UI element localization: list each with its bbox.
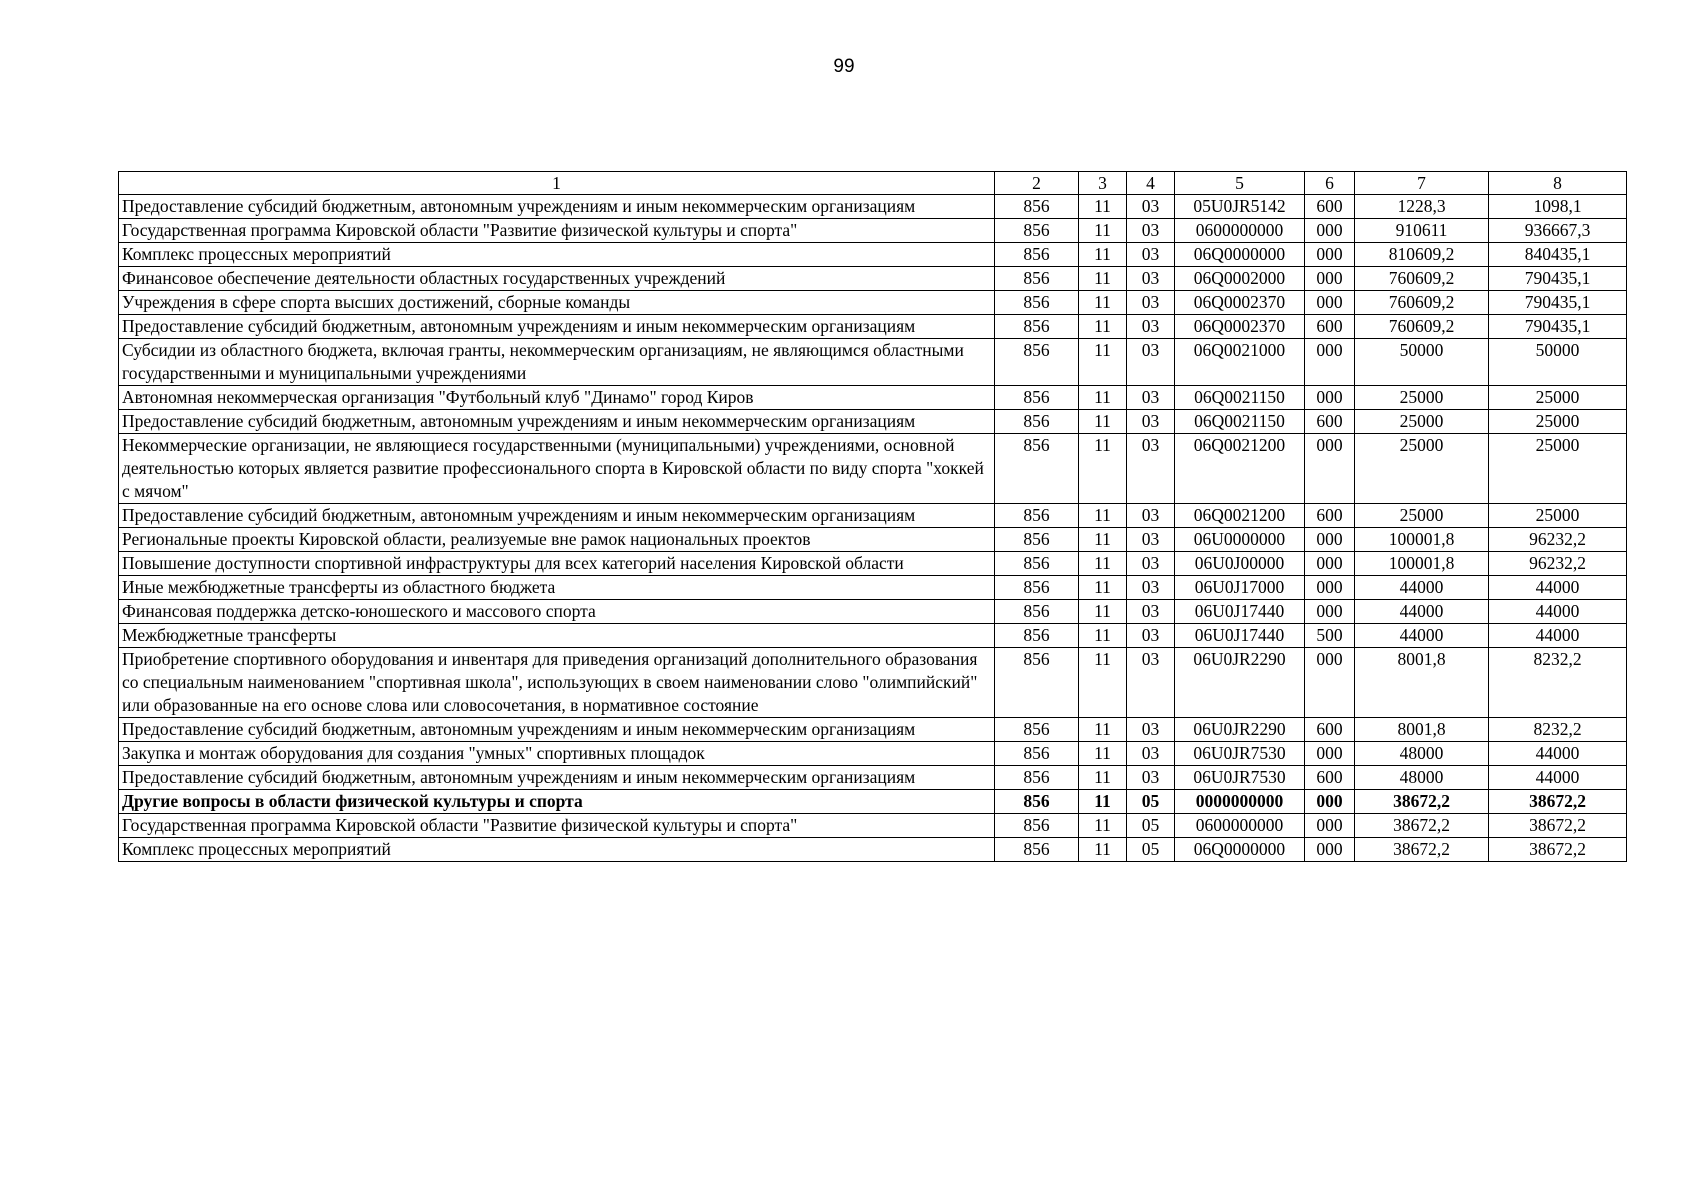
subsection-code-cell: 03 [1127, 410, 1175, 434]
amount-year1-cell: 1228,3 [1355, 195, 1489, 219]
table-row [119, 814, 1627, 838]
expense-type-cell: 000 [1305, 434, 1355, 504]
expense-type-cell: 500 [1305, 624, 1355, 648]
expense-type-cell: 600 [1305, 718, 1355, 742]
subsection-code-cell: 03 [1127, 219, 1175, 243]
table-row [119, 718, 1627, 742]
row-name-cell: Повышение доступности спортивной инфраструктуры для всех категорий населения Кировской области [119, 552, 995, 576]
header-cell: 5 [1175, 172, 1305, 195]
amount-year2-cell: 44000 [1489, 576, 1627, 600]
row-name-cell: Другие вопросы в области физической культуры и спорта [119, 790, 995, 814]
section-code-cell: 11 [1079, 600, 1127, 624]
amount-year2-cell: 38672,2 [1489, 790, 1627, 814]
subsection-code-cell: 03 [1127, 718, 1175, 742]
amount-year1-cell: 50000 [1355, 339, 1489, 386]
section-code-cell: 11 [1079, 624, 1127, 648]
table-row [119, 434, 1627, 504]
table-row [119, 504, 1627, 528]
target-article-cell: 06Q0000000 [1175, 838, 1305, 862]
target-article-cell: 06U0JR2290 [1175, 718, 1305, 742]
amount-year2-cell: 840435,1 [1489, 243, 1627, 267]
row-name-cell: Комплекс процессных мероприятий [119, 243, 995, 267]
expense-type-cell: 000 [1305, 552, 1355, 576]
amount-year2-cell: 790435,1 [1489, 315, 1627, 339]
expense-type-cell: 600 [1305, 766, 1355, 790]
page-number: 99 [833, 56, 855, 77]
expense-type-cell: 000 [1305, 339, 1355, 386]
table-row [119, 766, 1627, 790]
subsection-code-cell: 03 [1127, 742, 1175, 766]
ministry-code-cell: 856 [995, 386, 1079, 410]
expense-type-cell: 000 [1305, 648, 1355, 718]
expense-type-cell: 600 [1305, 315, 1355, 339]
ministry-code-cell: 856 [995, 195, 1079, 219]
section-code-cell: 11 [1079, 766, 1127, 790]
target-article-cell: 06U0J17440 [1175, 624, 1305, 648]
amount-year1-cell: 25000 [1355, 410, 1489, 434]
ministry-code-cell: 856 [995, 434, 1079, 504]
budget-table [118, 171, 1627, 862]
subsection-code-cell: 05 [1127, 814, 1175, 838]
target-article-cell: 06Q0021000 [1175, 339, 1305, 386]
subsection-code-cell: 03 [1127, 243, 1175, 267]
header-row [119, 172, 1627, 195]
table-row [119, 600, 1627, 624]
amount-year1-cell: 44000 [1355, 576, 1489, 600]
subsection-code-cell: 03 [1127, 267, 1175, 291]
table-row [119, 243, 1627, 267]
table-row [119, 267, 1627, 291]
row-name-cell: Иные межбюджетные трансферты из областного бюджета [119, 576, 995, 600]
ministry-code-cell: 856 [995, 219, 1079, 243]
section-code-cell: 11 [1079, 410, 1127, 434]
table-body [119, 195, 1627, 862]
amount-year1-cell: 760609,2 [1355, 315, 1489, 339]
ministry-code-cell: 856 [995, 315, 1079, 339]
header-cell: 3 [1079, 172, 1127, 195]
amount-year2-cell: 25000 [1489, 504, 1627, 528]
header-cell: 7 [1355, 172, 1489, 195]
amount-year1-cell: 48000 [1355, 742, 1489, 766]
section-code-cell: 11 [1079, 219, 1127, 243]
row-name-cell: Предоставление субсидий бюджетным, автономным учреждениям и иным некоммерческим организациям [119, 504, 995, 528]
subsection-code-cell: 03 [1127, 315, 1175, 339]
amount-year1-cell: 48000 [1355, 766, 1489, 790]
ministry-code-cell: 856 [995, 576, 1079, 600]
target-article-cell: 06U0J17440 [1175, 600, 1305, 624]
expense-type-cell: 000 [1305, 790, 1355, 814]
amount-year2-cell: 790435,1 [1489, 291, 1627, 315]
target-article-cell: 06Q0021200 [1175, 504, 1305, 528]
expense-type-cell: 000 [1305, 386, 1355, 410]
target-article-cell: 06U0JR7530 [1175, 766, 1305, 790]
ministry-code-cell: 856 [995, 838, 1079, 862]
amount-year1-cell: 760609,2 [1355, 267, 1489, 291]
section-code-cell: 11 [1079, 315, 1127, 339]
expense-type-cell: 000 [1305, 600, 1355, 624]
row-name-cell: Некоммерческие организации, не являющиеся государственными (муниципальными) учреждениями, основной деятельностью которых является развитие профессионального спорта в Кировской области по виду спорта "хоккей с мячом" [119, 434, 995, 504]
target-article-cell: 06Q0021150 [1175, 410, 1305, 434]
ministry-code-cell: 856 [995, 267, 1079, 291]
subsection-code-cell: 03 [1127, 504, 1175, 528]
ministry-code-cell: 856 [995, 648, 1079, 718]
table-row [119, 339, 1627, 386]
row-name-cell: Финансовое обеспечение деятельности областных государственных учреждений [119, 267, 995, 291]
section-code-cell: 11 [1079, 814, 1127, 838]
table-row [119, 838, 1627, 862]
ministry-code-cell: 856 [995, 243, 1079, 267]
expense-type-cell: 000 [1305, 576, 1355, 600]
expense-type-cell: 600 [1305, 195, 1355, 219]
amount-year2-cell: 38672,2 [1489, 814, 1627, 838]
amount-year1-cell: 8001,8 [1355, 718, 1489, 742]
amount-year2-cell: 8232,2 [1489, 718, 1627, 742]
table-row [119, 219, 1627, 243]
header-cell: 2 [995, 172, 1079, 195]
amount-year1-cell: 38672,2 [1355, 790, 1489, 814]
ministry-code-cell: 856 [995, 528, 1079, 552]
target-article-cell: 06Q0002370 [1175, 291, 1305, 315]
section-code-cell: 11 [1079, 291, 1127, 315]
subsection-code-cell: 03 [1127, 576, 1175, 600]
ministry-code-cell: 856 [995, 742, 1079, 766]
header-cell: 1 [119, 172, 995, 195]
amount-year2-cell: 50000 [1489, 339, 1627, 386]
header-cell: 4 [1127, 172, 1175, 195]
header-cell: 6 [1305, 172, 1355, 195]
amount-year2-cell: 25000 [1489, 386, 1627, 410]
amount-year2-cell: 44000 [1489, 766, 1627, 790]
expense-type-cell: 000 [1305, 528, 1355, 552]
amount-year2-cell: 38672,2 [1489, 838, 1627, 862]
subsection-code-cell: 03 [1127, 386, 1175, 410]
section-code-cell: 11 [1079, 576, 1127, 600]
ministry-code-cell: 856 [995, 410, 1079, 434]
ministry-code-cell: 856 [995, 339, 1079, 386]
expense-type-cell: 000 [1305, 219, 1355, 243]
expense-type-cell: 000 [1305, 267, 1355, 291]
row-name-cell: Региональные проекты Кировской области, реализуемые вне рамок национальных проектов [119, 528, 995, 552]
expense-type-cell: 600 [1305, 410, 1355, 434]
amount-year2-cell: 1098,1 [1489, 195, 1627, 219]
target-article-cell: 05U0JR5142 [1175, 195, 1305, 219]
amount-year1-cell: 25000 [1355, 504, 1489, 528]
target-article-cell: 06U0J00000 [1175, 552, 1305, 576]
expense-type-cell: 000 [1305, 838, 1355, 862]
table-row [119, 315, 1627, 339]
table-row [119, 195, 1627, 219]
row-name-cell: Предоставление субсидий бюджетным, автономным учреждениям и иным некоммерческим организациям [119, 315, 995, 339]
amount-year1-cell: 25000 [1355, 434, 1489, 504]
target-article-cell: 06Q0021150 [1175, 386, 1305, 410]
subsection-code-cell: 05 [1127, 790, 1175, 814]
table-row [119, 528, 1627, 552]
table-row [119, 552, 1627, 576]
amount-year1-cell: 910611 [1355, 219, 1489, 243]
ministry-code-cell: 856 [995, 766, 1079, 790]
section-code-cell: 11 [1079, 742, 1127, 766]
target-article-cell: 0600000000 [1175, 219, 1305, 243]
section-code-cell: 11 [1079, 243, 1127, 267]
subsection-code-cell: 03 [1127, 528, 1175, 552]
amount-year2-cell: 96232,2 [1489, 528, 1627, 552]
row-name-cell: Предоставление субсидий бюджетным, автономным учреждениям и иным некоммерческим организациям [119, 195, 995, 219]
section-code-cell: 11 [1079, 718, 1127, 742]
amount-year2-cell: 25000 [1489, 410, 1627, 434]
section-code-cell: 11 [1079, 838, 1127, 862]
amount-year2-cell: 25000 [1489, 434, 1627, 504]
section-code-cell: 11 [1079, 339, 1127, 386]
section-code-cell: 11 [1079, 267, 1127, 291]
row-name-cell: Субсидии из областного бюджета, включая гранты, некоммерческим организациям, не являющимся областными государственными и муниципальными учреждениями [119, 339, 995, 386]
section-code-cell: 11 [1079, 648, 1127, 718]
target-article-cell: 06Q0002000 [1175, 267, 1305, 291]
row-name-cell: Финансовая поддержка детско-юношеского и массового спорта [119, 600, 995, 624]
amount-year1-cell: 100001,8 [1355, 552, 1489, 576]
ministry-code-cell: 856 [995, 291, 1079, 315]
subsection-code-cell: 03 [1127, 552, 1175, 576]
amount-year2-cell: 936667,3 [1489, 219, 1627, 243]
amount-year1-cell: 38672,2 [1355, 838, 1489, 862]
amount-year1-cell: 760609,2 [1355, 291, 1489, 315]
section-code-cell: 11 [1079, 790, 1127, 814]
subsection-code-cell: 03 [1127, 766, 1175, 790]
amount-year1-cell: 44000 [1355, 600, 1489, 624]
target-article-cell: 06U0JR2290 [1175, 648, 1305, 718]
section-code-cell: 11 [1079, 528, 1127, 552]
section-code-cell: 11 [1079, 195, 1127, 219]
table-row [119, 624, 1627, 648]
table-row [119, 410, 1627, 434]
amount-year1-cell: 8001,8 [1355, 648, 1489, 718]
amount-year2-cell: 44000 [1489, 742, 1627, 766]
amount-year1-cell: 100001,8 [1355, 528, 1489, 552]
ministry-code-cell: 856 [995, 552, 1079, 576]
expense-type-cell: 000 [1305, 742, 1355, 766]
row-name-cell: Закупка и монтаж оборудования для создания "умных" спортивных площадок [119, 742, 995, 766]
table-row [119, 742, 1627, 766]
target-article-cell: 0000000000 [1175, 790, 1305, 814]
section-code-cell: 11 [1079, 434, 1127, 504]
row-name-cell: Учреждения в сфере спорта высших достижений, сборные команды [119, 291, 995, 315]
target-article-cell: 06Q0021200 [1175, 434, 1305, 504]
table-row [119, 648, 1627, 718]
table-row [119, 291, 1627, 315]
ministry-code-cell: 856 [995, 814, 1079, 838]
amount-year2-cell: 8232,2 [1489, 648, 1627, 718]
target-article-cell: 06U0J17000 [1175, 576, 1305, 600]
row-name-cell: Государственная программа Кировской области "Развитие физической культуры и спорта" [119, 814, 995, 838]
amount-year2-cell: 44000 [1489, 624, 1627, 648]
row-name-cell: Межбюджетные трансферты [119, 624, 995, 648]
subsection-code-cell: 03 [1127, 291, 1175, 315]
ministry-code-cell: 856 [995, 718, 1079, 742]
subsection-code-cell: 03 [1127, 648, 1175, 718]
row-name-cell: Автономная некоммерческая организация "Футбольный клуб "Динамо" город Киров [119, 386, 995, 410]
amount-year1-cell: 25000 [1355, 386, 1489, 410]
ministry-code-cell: 856 [995, 600, 1079, 624]
target-article-cell: 06U0JR7530 [1175, 742, 1305, 766]
subsection-code-cell: 03 [1127, 600, 1175, 624]
table-row [119, 790, 1627, 814]
subsection-code-cell: 03 [1127, 339, 1175, 386]
target-article-cell: 06Q0000000 [1175, 243, 1305, 267]
target-article-cell: 0600000000 [1175, 814, 1305, 838]
row-name-cell: Предоставление субсидий бюджетным, автономным учреждениям и иным некоммерческим организациям [119, 766, 995, 790]
row-name-cell: Комплекс процессных мероприятий [119, 838, 995, 862]
ministry-code-cell: 856 [995, 790, 1079, 814]
target-article-cell: 06Q0002370 [1175, 315, 1305, 339]
amount-year1-cell: 810609,2 [1355, 243, 1489, 267]
amount-year1-cell: 38672,2 [1355, 814, 1489, 838]
row-name-cell: Предоставление субсидий бюджетным, автономным учреждениям и иным некоммерческим организациям [119, 718, 995, 742]
section-code-cell: 11 [1079, 386, 1127, 410]
amount-year1-cell: 44000 [1355, 624, 1489, 648]
subsection-code-cell: 03 [1127, 195, 1175, 219]
amount-year2-cell: 790435,1 [1489, 267, 1627, 291]
row-name-cell: Государственная программа Кировской области "Развитие физической культуры и спорта" [119, 219, 995, 243]
ministry-code-cell: 856 [995, 504, 1079, 528]
target-article-cell: 06U0000000 [1175, 528, 1305, 552]
subsection-code-cell: 03 [1127, 434, 1175, 504]
table-row [119, 386, 1627, 410]
expense-type-cell: 000 [1305, 243, 1355, 267]
subsection-code-cell: 05 [1127, 838, 1175, 862]
row-name-cell: Приобретение спортивного оборудования и инвентаря для приведения организаций дополнительного образования со специальным наименованием "спортивная школа", использующих в своем наименовании слово "олимпийский" или образованные на его основе слова или словосочетания, в нормативное состояние [119, 648, 995, 718]
section-code-cell: 11 [1079, 504, 1127, 528]
row-name-cell: Предоставление субсидий бюджетным, автономным учреждениям и иным некоммерческим организациям [119, 410, 995, 434]
ministry-code-cell: 856 [995, 624, 1079, 648]
expense-type-cell: 000 [1305, 814, 1355, 838]
table-row [119, 576, 1627, 600]
expense-type-cell: 000 [1305, 291, 1355, 315]
section-code-cell: 11 [1079, 552, 1127, 576]
amount-year2-cell: 44000 [1489, 600, 1627, 624]
amount-year2-cell: 96232,2 [1489, 552, 1627, 576]
subsection-code-cell: 03 [1127, 624, 1175, 648]
expense-type-cell: 600 [1305, 504, 1355, 528]
header-cell: 8 [1489, 172, 1627, 195]
